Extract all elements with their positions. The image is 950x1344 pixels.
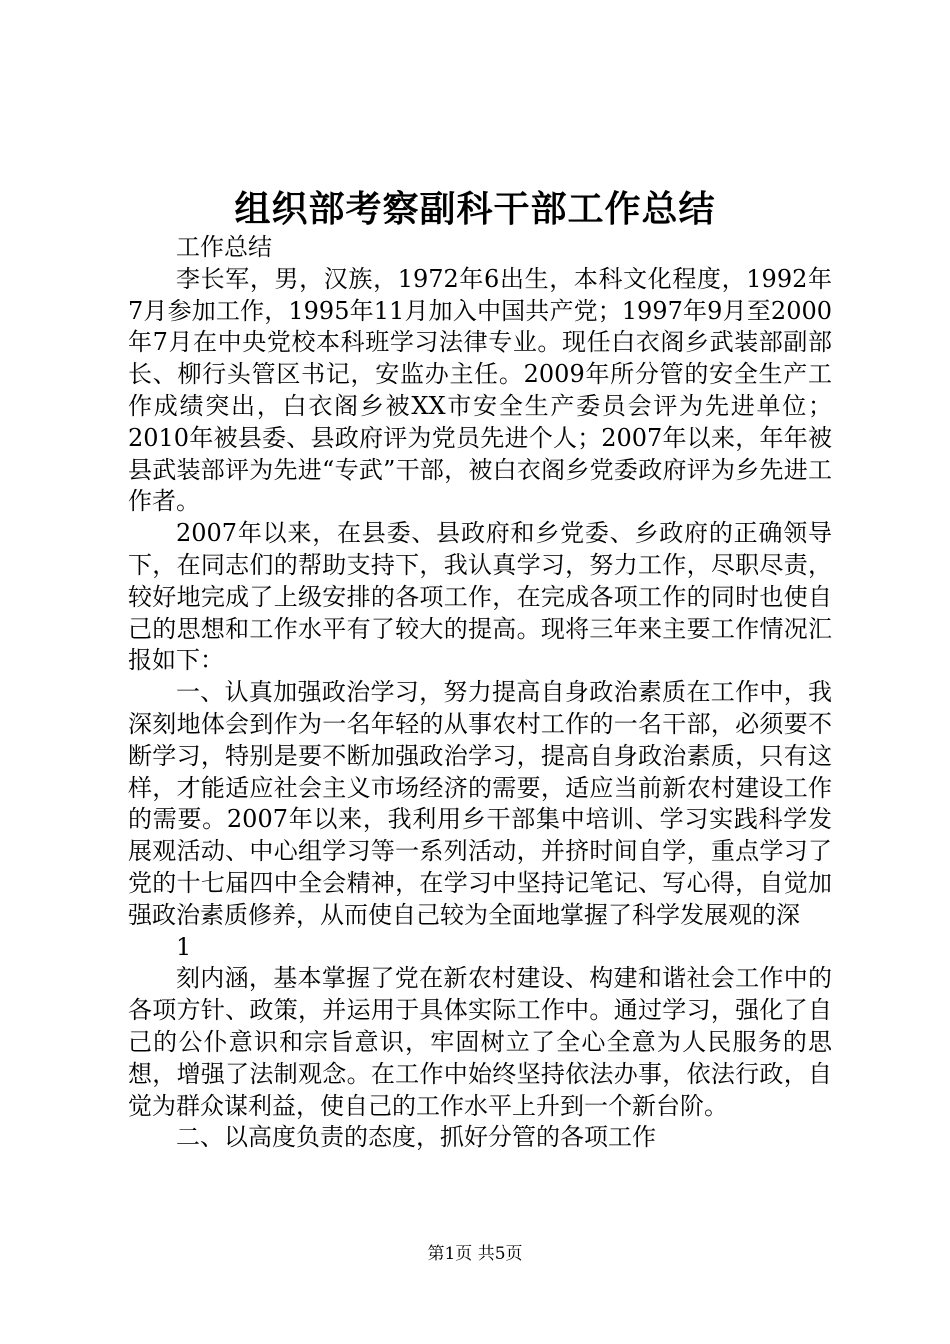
inline-page-number: 1 bbox=[176, 932, 192, 961]
paragraph-political-study: 一、认真加强政治学习，努力提高自身政治素质在工作中，我深刻地体会到作为一名年轻的从事农村工作的一名干部，必须要不断学习，特别是要不断加强政治学习，提高自身政治素质，只有这样，才能适应社会主义市场经济的需要，适应当前新农村建设工作的需要。2007年以来，我利用乡干部集中培训、学习实践科学发展观活动、中心组学习等一系列活动，并挤时间自学，重点学习了党的十七届四中全会精神，在学习中坚持记笔记、写心得，自觉加强政治素质修养，从而使自己较为全面地掌握了科学发展观的深 bbox=[128, 678, 832, 929]
document-title: 组织部考察副科干部工作总结 bbox=[234, 188, 716, 230]
section-heading: 工作总结 bbox=[176, 233, 272, 261]
paragraph-intro: 2007年以来，在县委、县政府和乡党委、乡政府的正确领导下，在同志们的帮助支持下，我认真学习，努力工作，尽职尽责，较好地完成了上级安排的各项工作，在完成各项工作的同时也使自己的思想和工作水平有了较大的提高。现将三年来主要工作情况汇报如下： bbox=[128, 519, 832, 675]
document-body bbox=[128, 232, 832, 1154]
paragraph-section-two: 二、以高度负责的态度，抓好分管的各项工作 bbox=[176, 1123, 656, 1152]
paragraph-profile: 李长军，男，汉族，1972年6出生，本科文化程度，1992年7月参加工作，1995年11月加入中国共产党；1997年9月至2000年7月在中央党校本科班学习法律专业。现任白衣阁乡武装部副部长、柳行头管区书记，安监办主任。2009年所分管的安全生产工作成绩突出，白衣阁乡被XX市安全生产委员会评为先进单位；2010年被县委、县政府评为党员先进个人；2007年以来，年年被县武装部评为先进“专武”干部，被白衣阁乡党委政府评为乡先进工作者。 bbox=[128, 264, 832, 516]
paragraph-study-results: 刻内涵，基本掌握了党在新农村建设、构建和谐社会工作中的各项方针、政策，并运用于具体实际工作中。通过学习，强化了自己的公仆意识和宗旨意识，牢固树立了全心全意为人民服务的思想，增强了法制观念。在工作中始终坚持依法办事，依法行政，自觉为群众谋利益，使自己的工作水平上升到一个新台阶。 bbox=[128, 964, 832, 1120]
page-footer: 第1页 共5页 bbox=[427, 1244, 523, 1264]
